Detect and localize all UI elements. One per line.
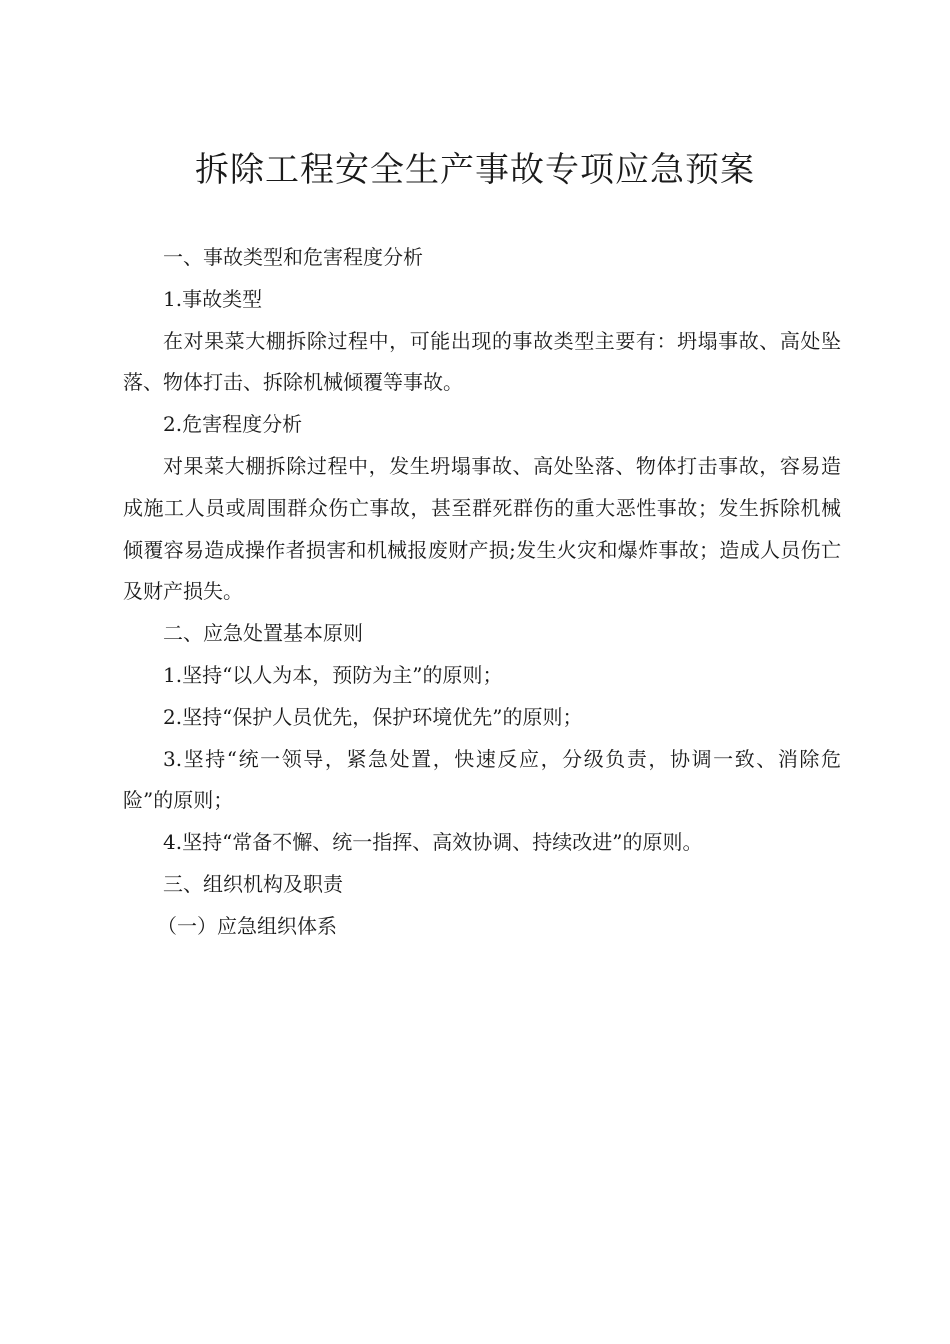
section-heading-1: 一、事故类型和危害程度分析: [163, 245, 423, 269]
section-heading-2: 二、应急处置基本原则: [163, 621, 363, 646]
section-heading-3: 三、组织机构及职责: [163, 871, 343, 896]
document-body: [123, 237, 841, 948]
principle-item-3: 3.坚持“统一领导，紧急处置，快速反应，分级负责，协调一致、消除危险”的原则；: [123, 746, 841, 813]
principle-item-2: 2.坚持“保护人员优先，保护环境优先”的原则；: [163, 704, 583, 729]
body-paragraph-hazard-analysis: 对果菜大棚拆除过程中，发生坍塌事故、高处坠落、物体打击事故，容易造成施工人员或周围群众伤亡事故，甚至群死群伤的重大恶性事故；发生拆除机械倾覆容易造成操作者损害和机械报废财产损;发生火灾和爆炸事故；造成人员伤亡及财产损失。: [123, 453, 841, 604]
document-title: 拆除工程安全生产事故专项应急预案: [195, 150, 755, 190]
subsection-heading-hazard-analysis: 2.危害程度分析: [163, 412, 303, 437]
principle-item-1: 1.坚持“以人为本，预防为主”的原则；: [163, 662, 503, 687]
body-paragraph-accident-types: 在对果菜大棚拆除过程中，可能出现的事故类型主要有：坍塌事故、高处坠落、物体打击、拆除机械倾覆等事故。: [123, 328, 841, 395]
subsection-heading-organization: （一）应急组织体系: [157, 913, 337, 938]
principle-item-4: 4.坚持“常备不懈、统一指挥、高效协调、持续改进”的原则。: [163, 830, 703, 855]
subsection-heading-accident-types: 1.事故类型: [163, 286, 263, 311]
